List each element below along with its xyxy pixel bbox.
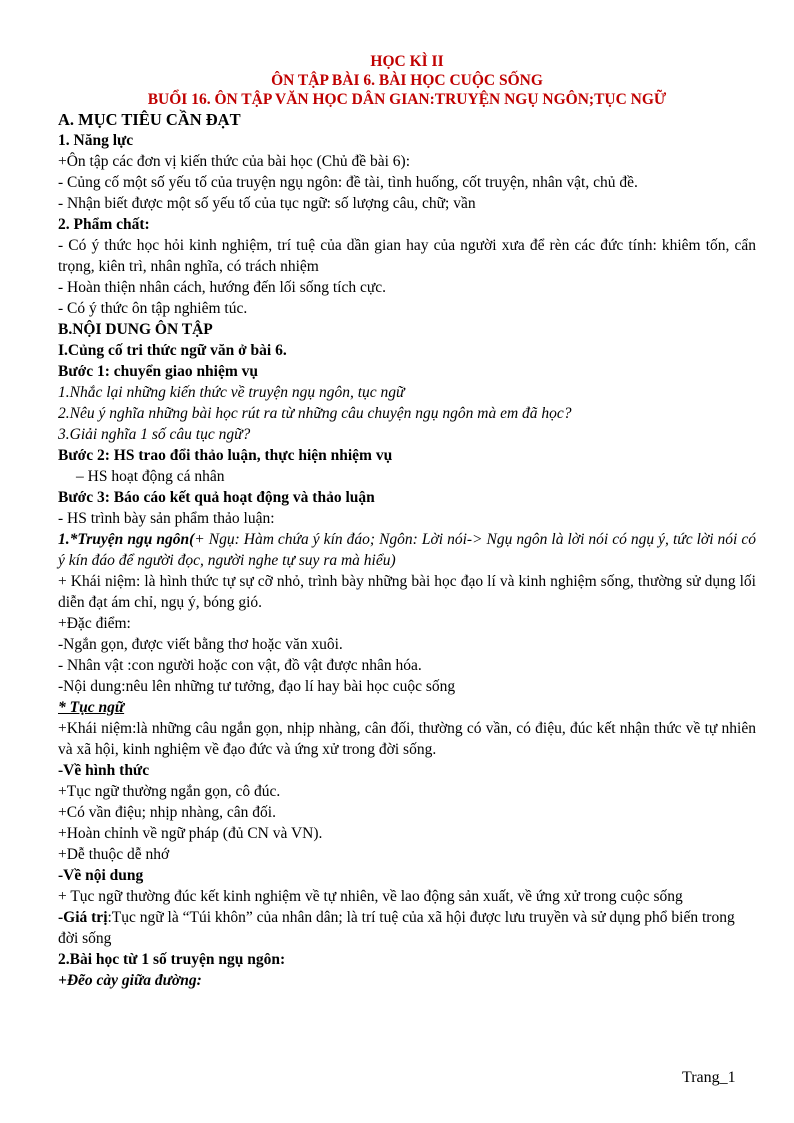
step-1-heading: Bước 1: chuyển giao nhiệm vụ xyxy=(58,363,259,380)
paragraph: +Đặc điểm: xyxy=(58,615,131,632)
paragraph: +Tục ngữ thường ngắn gọn, cô đúc. xyxy=(58,783,281,800)
ngu-ngon-etymology: + Ngụ: Hàm chứa ý kín đáo; Ngôn: Lời nói-> Ngụ ngôn là lời nói có ngụ ý, tức lời nói có ý kín đáo để người đọc, người nghe tự suy ra mà hiểu) xyxy=(58,531,756,569)
part-2-heading: 2.Bài học từ 1 số truyện ngụ ngôn: xyxy=(58,951,286,968)
value-text: :Tục ngữ là “Túi khôn” của nhân dân; là trí tuệ của xã hội được lưu truyền và sử dụng phổ biến trong đời sống xyxy=(58,909,735,947)
paragraph: -Nội dung:nêu lên những tư tưởng, đạo lí hay bài học cuộc sống xyxy=(58,678,456,695)
header-line-3: BUỔI 16. ÔN TẬP VĂN HỌC DÂN GIAN:TRUYỆN NGỤ NGÔN;TỤC NGỮ xyxy=(147,91,667,108)
paragraph: – HS hoạt động cá nhân xyxy=(76,468,225,485)
paragraph: +Khái niệm:là những câu ngắn gọn, nhịp nhàng, cân đối, thường có vần, có điệu, đúc kết nhận thức về tự nhiên và xã hội, kinh nghiệm về đạo đức và ứng xử trong đời sống. xyxy=(58,720,756,758)
paragraph: - HS trình bày sản phẩm thảo luận: xyxy=(58,510,275,527)
paragraph: - Hoàn thiện nhân cách, hướng đến lối sống tích cực. xyxy=(58,279,387,296)
paragraph: - Có ý thức học hỏi kinh nghiệm, trí tuệ của dần gian hay của người xưa để rèn các đức tính: khiêm tốn, cẩn trọng, kiên trì, nhân nghĩa, có trách nhiệm xyxy=(58,237,756,275)
paragraph: + Khái niệm: là hình thức tự sự cỡ nhỏ, trình bày những bài học đạo lí và kinh nghiệm sống, thường sử dụng lối diễn đạt ám chỉ, ngụ ý, bóng gió. xyxy=(58,573,756,611)
paragraph: + Tục ngữ thường đúc kết kinh nghiệm về tự nhiên, về lao động sản xuất, về ứng xử trong cuộc sống xyxy=(58,888,683,905)
ngu-ngon-definition xyxy=(58,529,756,571)
part-i-heading: I.Củng cố tri thức ngữ văn ở bài 6. xyxy=(58,342,287,359)
subheading-pham-chat: 2. Phẩm chất: xyxy=(58,216,150,233)
question-3: 3.Giải nghĩa 1 số câu tục ngữ? xyxy=(58,426,251,443)
header-line-1: HỌC KÌ II xyxy=(370,53,444,70)
form-heading: -Về hình thức xyxy=(58,762,150,779)
question-1: 1.Nhắc lại những kiến thức về truyện ngụ ngôn, tục ngữ xyxy=(58,384,405,401)
question-2: 2.Nêu ý nghĩa những bài học rút ra từ những câu chuyện ngụ ngôn mà em đã học? xyxy=(58,405,572,422)
subheading-nang-luc: 1. Năng lực xyxy=(58,132,134,149)
value-label: -Giá trị xyxy=(58,909,108,926)
document-page xyxy=(58,52,756,991)
step-3-heading: Bước 3: Báo cáo kết quả hoạt động và thảo luận xyxy=(58,489,375,506)
header-line-2: ÔN TẬP BÀI 6. BÀI HỌC CUỘC SỐNG xyxy=(271,72,543,89)
paragraph: +Dễ thuộc dễ nhớ xyxy=(58,846,170,863)
paragraph: +Hoàn chỉnh về ngữ pháp (đủ CN và VN). xyxy=(58,825,323,842)
paragraph: +Có vần điệu; nhịp nhàng, cân đối. xyxy=(58,804,276,821)
tuc-ngu-title: * Tục ngữ xyxy=(58,699,125,716)
paragraph: - Củng cố một số yếu tố của truyện ngụ ngôn: đề tài, tình huống, cốt truyện, nhân vật, chủ đề. xyxy=(58,174,638,191)
paragraph: +Ôn tập các đơn vị kiến thức của bài học (Chủ đề bài 6): xyxy=(58,153,411,170)
section-a-heading: A. MỤC TIÊU CẦN ĐẠT xyxy=(58,110,241,129)
content-heading: -Về nội dung xyxy=(58,867,144,884)
paragraph: -Ngắn gọn, được viết bằng thơ hoặc văn xuôi. xyxy=(58,636,343,653)
ngu-ngon-title: 1.*Truyện ngụ ngôn( xyxy=(58,531,195,548)
story-heading: +Đẽo cày giữa đường: xyxy=(58,972,202,989)
paragraph: - Nhân vật :con người hoặc con vật, đồ vật được nhân hóa. xyxy=(58,657,422,674)
paragraph: - Nhận biết được một số yếu tố của tục ngữ: số lượng câu, chữ; vần xyxy=(58,195,476,212)
step-2-heading: Bước 2: HS trao đổi thảo luận, thực hiện nhiệm vụ xyxy=(58,447,393,464)
value-paragraph xyxy=(58,907,756,949)
paragraph: - Có ý thức ôn tập nghiêm túc. xyxy=(58,300,248,317)
section-b-heading: B.NỘI DUNG ÔN TẬP xyxy=(58,321,213,338)
page-number: Trang_1 xyxy=(682,1069,736,1086)
